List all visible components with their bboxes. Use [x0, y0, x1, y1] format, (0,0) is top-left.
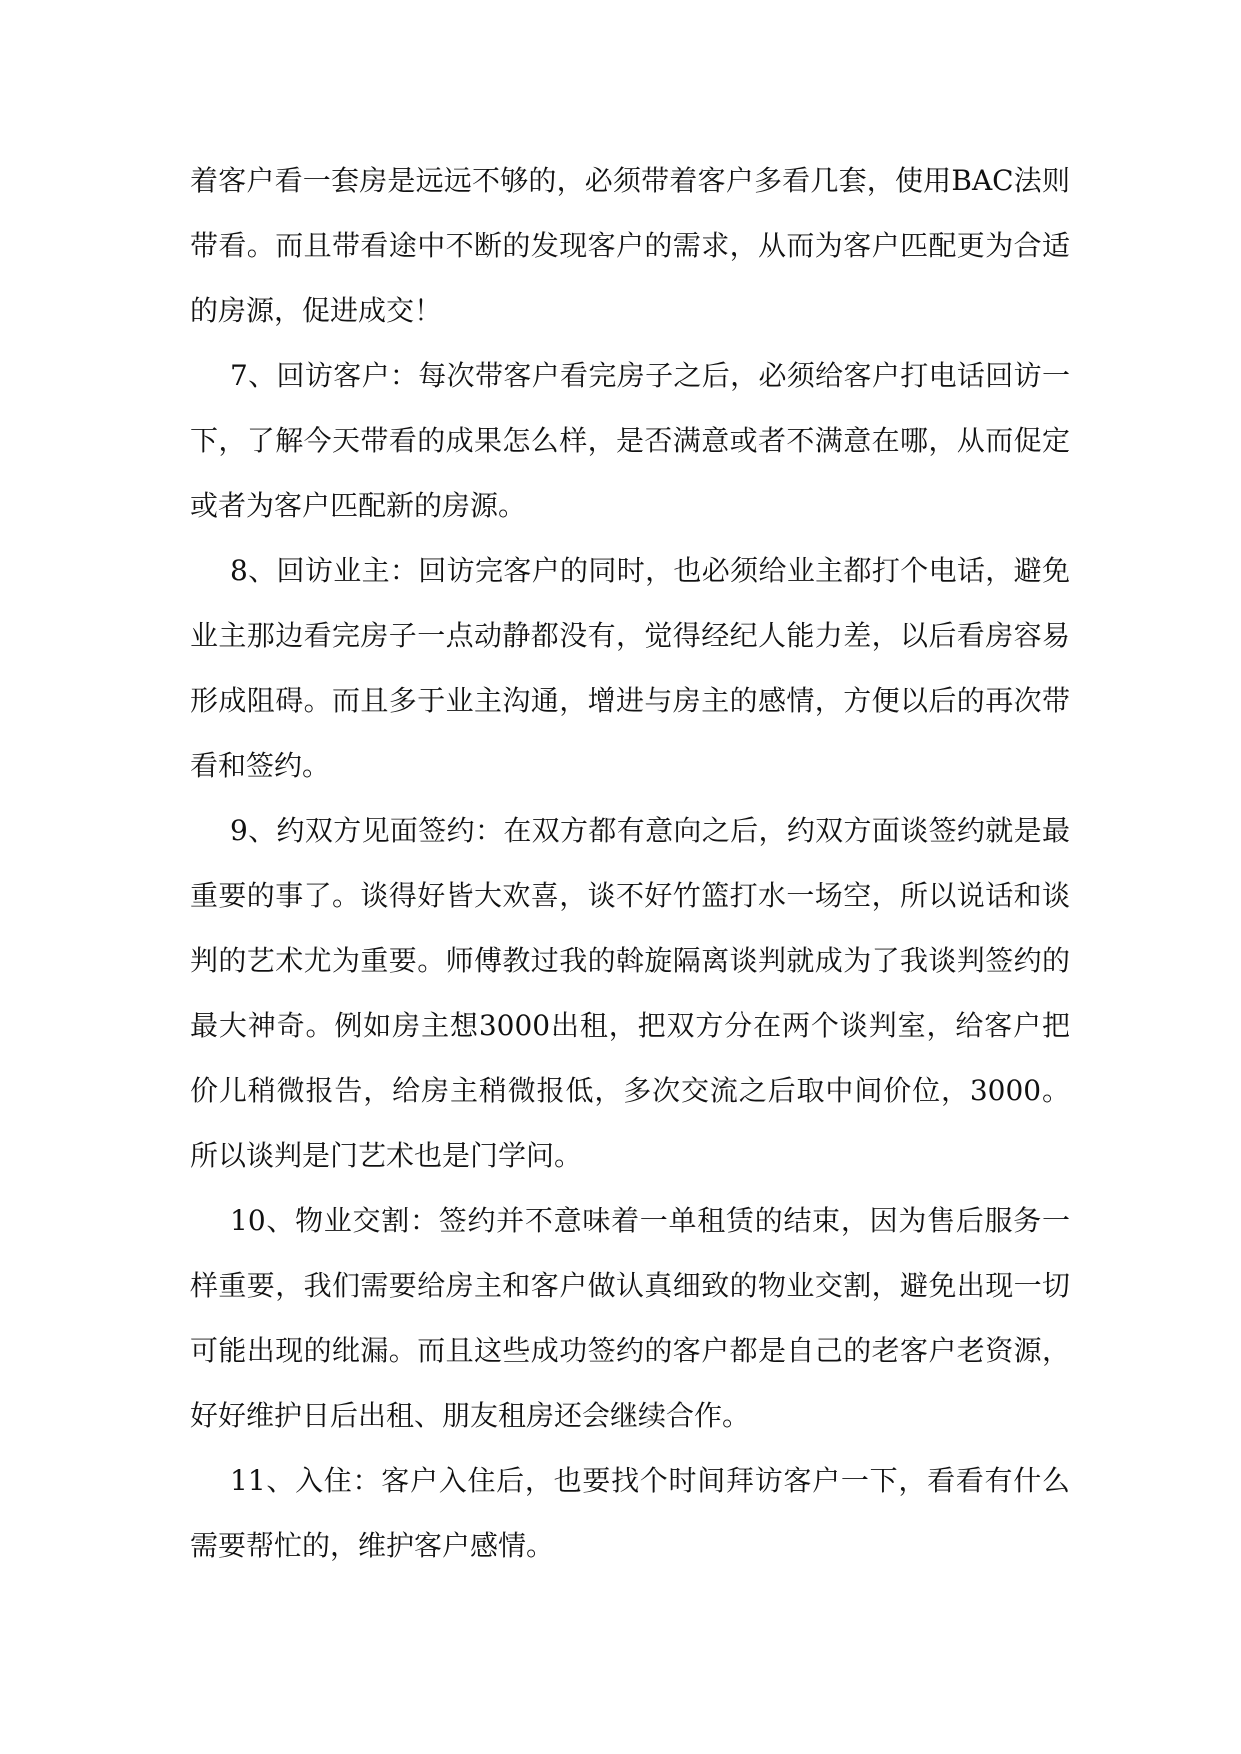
paragraph-item-10: 10、物业交割：签约并不意味着一单租赁的结束，因为售后服务一样重要，我们需要给房主和客户做认真细致的物业交割，避免出现一切可能出现的纰漏。而且这些成功签约的客户都是自己的老客户老资源，好好维护日后出租、朋友租房还会继续合作。	[190, 1204, 1070, 1432]
paragraph-item-9: 9、约双方见面签约：在双方都有意向之后，约双方面谈签约就是最重要的事了。谈得好皆大欢喜，谈不好竹篮打水一场空，所以说话和谈判的艺术尤为重要。师傅教过我的斡旋隔离谈判就成为了我谈判签约的最大神奇。例如房主想3000出租，把双方分在两个谈判室，给客户把价儿稍微报告，给房主稍微报低，多次交流之后取中间价位，3000。所以谈判是门艺术也是门学问。	[190, 814, 1070, 1172]
paragraph-item-11: 11、入住：客户入住后，也要找个时间拜访客户一下，看看有什么需要帮忙的，维护客户感情。	[190, 1464, 1070, 1562]
paragraph-continuation: 着客户看一套房是远远不够的，必须带着客户多看几套，使用BAC法则带看。而且带看途中不断的发现客户的需求，从而为客户匹配更为合适的房源，促进成交！	[190, 164, 1070, 327]
paragraph-item-7: 7、回访客户：每次带客户看完房子之后，必须给客户打电话回访一下，了解今天带看的成果怎么样，是否满意或者不满意在哪，从而促定或者为客户匹配新的房源。	[190, 359, 1070, 522]
paragraph-item-8: 8、回访业主：回访完客户的同时，也必须给业主都打个电话，避免业主那边看完房子一点动静都没有，觉得经纪人能力差，以后看房容易形成阻碍。而且多于业主沟通，增进与房主的感情，方便以后的再次带看和签约。	[190, 554, 1070, 782]
document-body	[190, 148, 1070, 1578]
